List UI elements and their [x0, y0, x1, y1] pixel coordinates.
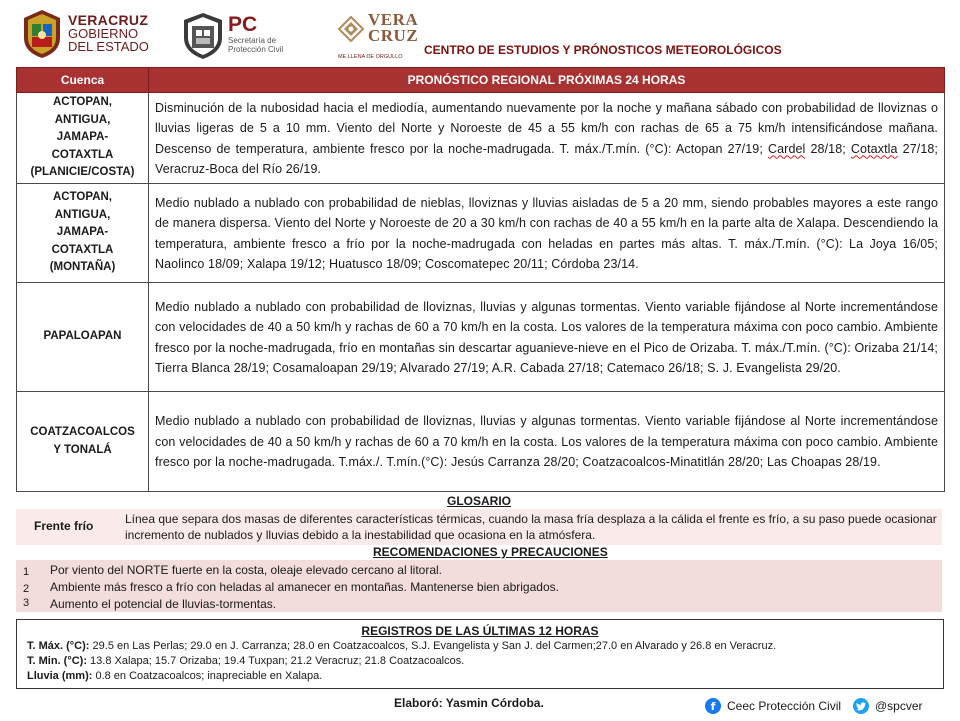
records-rain	[27, 669, 933, 684]
basin-cell	[17, 93, 149, 184]
secretaria-label: Secretaría de	[228, 36, 277, 45]
facebook-label: Ceec Protección Civil	[727, 699, 842, 713]
tmax-label: T. Máx. (°C):	[27, 640, 90, 652]
basin-cell	[17, 283, 149, 392]
del-estado-label: DEL ESTADO	[68, 39, 149, 54]
page-title: CENTRO DE ESTUDIOS Y PRÓNOSTICOS METEOROLÓGICOS	[424, 43, 782, 57]
list-item	[16, 562, 942, 578]
pc-shield-icon	[182, 12, 224, 60]
proteccion-civil-logo	[182, 12, 322, 62]
header	[0, 0, 960, 66]
brand-tagline: ME LLENA DE ORGULLO	[338, 54, 403, 60]
twitter-label: @spcver	[875, 699, 923, 713]
forecast-cell: Medio nublado a nublado con probabilidad de lloviznas, lluvias y algunas tormentas. Viento variable fijándose al Norte incrementándose con velocidades de 40 a 50 km/h y rachas de 60 a 70 km/h en la costa. Los valores de la temperatura máxima con poco cambio. Ambiente fresco por la noche-madrugada. T.máx./. T.mín.(°C): Jesús Carranza 28/20; Coatzacoalcos-Minatitlán 28/20; Las Choapas 28/19.	[149, 392, 945, 492]
state-seal-icon	[20, 8, 64, 60]
records-tmax	[27, 639, 933, 654]
vera-label: VERA	[368, 10, 419, 29]
table-header-row	[17, 68, 945, 93]
twitter-link[interactable]	[853, 698, 923, 714]
pc-label: PC	[228, 13, 258, 36]
basin-line: JAMAPA-	[56, 226, 109, 239]
list-item	[16, 596, 942, 612]
tmin-label: T. Min. (°C):	[27, 655, 87, 667]
forecast-cell: Medio nublado a nublado con probabilidad de lloviznas, lluvias y algunas tormentas. Viento variable fijándose al Norte incrementándose con velocidades de 40 a 50 km/h y rachas de 60 a 70 km/h en la costa. Los valores de la temperatura máxima con poco cambio. Ambiente fresco por la noche-madrugada, frío en montañas sin descartar aguanieve-nieve en el Pico de Orizaba. T. máx./T.mín. (°C): Orizaba 21/14; Tierra Blanca 28/19; Cosamaloapan 29/19; Alvarado 27/19; A.R. Cabada 27/18; Catemaco 26/18; S. J. Evangelista 29/20.	[149, 283, 945, 392]
pattern-mark-icon	[338, 16, 364, 42]
forecast-text: Disminución de la nubosidad hacia el mediodía, aumentando nuevamente por la noche y mañana sábado con probabilidad de lloviznas o lluvias ligeras de 5 a 10 mm. Viento del Norte y Noroeste de 45 a 55 km/h con rachas de 65 a 75 km/h intensificándose mañana. Descenso de temperatura, ambiente fresco por la noche-madrugada. T. máx./T.mín. (°C): Actopan 27/19;	[155, 100, 938, 156]
forecast-text: 27/18; Veracruz-Boca del Río 26/19.	[155, 141, 938, 176]
veracruz-brand-logo	[338, 12, 418, 64]
rain-value: 0.8 en Coatzacoalcos; inapreciable en Xalapa.	[92, 670, 323, 682]
glossary-term: Frente frío	[34, 519, 94, 533]
item-number: 1	[23, 566, 30, 578]
glossary-row	[16, 509, 942, 545]
basin-line: ANTIGUA,	[54, 113, 111, 126]
basin-line: JAMAPA-	[56, 131, 109, 144]
recommendations-list	[16, 560, 942, 612]
recommendations-title: RECOMENDACIONES y PRECAUCIONES	[373, 545, 608, 559]
proteccion-civil-label: Protección Civil	[228, 45, 284, 54]
records-box	[16, 619, 944, 689]
forecast-text: 28/18;	[805, 141, 851, 156]
veracruz-government-logo	[20, 8, 170, 62]
basin-line: ACTOPAN,	[53, 191, 112, 204]
item-number: 3	[23, 597, 30, 609]
cruz-label: CRUZ	[368, 26, 419, 45]
rain-label: Lluvia (mm):	[27, 670, 93, 682]
column-header-forecast: PRONÓSTICO REGIONAL PRÓXIMAS 24 HORAS	[149, 68, 945, 93]
basin-line: ACTOPAN,	[53, 96, 112, 109]
forecast-cell: Medio nublado a nublado con probabilidad de nieblas, lloviznas y lluvias aisladas de 5 a 20 mm, siendo probables mayores a este rango de manera dispersa. Viento del Norte y Noroeste de 20 a 30 km/h con rachas de 40 a 55 km/h en la parte alta de Xalapa. Descendiendo la temperatura, ambiente fresco a frío por la noche-madrugada con heladas en partes más altas. T. máx./T.mín. (°C): La Joya 16/05; Naolinco 18/09; Xalapa 19/12; Huatusco 18/09; Coscomatepec 20/11; Córdoba 23/14.	[149, 184, 945, 283]
table-row	[17, 184, 945, 283]
glossary-title: GLOSARIO	[447, 494, 512, 508]
basin-line: COTAXTLA	[51, 243, 114, 256]
table-row	[17, 283, 945, 392]
spellcheck-word: Cotaxtla	[850, 141, 898, 156]
facebook-link[interactable]	[705, 698, 841, 714]
basin-line: (PLANICIE/COSTA)	[30, 166, 135, 179]
column-header-basin: Cuenca	[17, 68, 149, 93]
facebook-icon: f	[705, 698, 721, 714]
twitter-icon	[853, 698, 869, 714]
gobierno-label: GOBIERNO	[68, 26, 139, 41]
records-tmin	[27, 654, 933, 669]
item-text: Aumento el potencial de lluvias-tormentas.	[50, 597, 277, 611]
list-item	[16, 579, 942, 595]
basin-cell	[17, 184, 149, 283]
basin-cell	[17, 392, 149, 492]
item-number: 2	[23, 583, 30, 595]
records-title: REGISTROS DE LAS ÚLTIMAS 12 HORAS	[361, 624, 599, 638]
basin-line: (MONTAÑA)	[49, 261, 116, 274]
basin-line: Y TONALÁ	[53, 443, 112, 456]
table-row	[17, 392, 945, 492]
tmin-value: 13.8 Xalapa; 15.7 Orizaba; 19.4 Tuxpan; 21.2 Veracruz; 21.8 Coatzacoalcos.	[87, 655, 465, 667]
basin-line: ANTIGUA,	[54, 208, 111, 221]
veracruz-label: VERACRUZ	[68, 12, 149, 28]
forecast-cell	[149, 93, 945, 184]
spellcheck-word: Cardel	[768, 141, 806, 156]
author-credit: Elaboró: Yasmin Córdoba.	[394, 696, 544, 710]
tmax-value: 29.5 en Las Perlas; 29.0 en J. Carranza; 28.0 en Coatzacoalcos, S.J. Evangelista y San J. del Carmen;27.0 en Alvarado y 26.8 en Veracruz.	[89, 640, 777, 652]
forecast-table	[16, 67, 945, 492]
item-text: Ambiente más fresco a frío con heladas al amanecer en montañas. Mantenerse bien abrigados.	[50, 580, 559, 594]
basin-line: COTAXTLA	[51, 148, 114, 161]
basin-line: COATZACOALCOS	[30, 426, 135, 438]
basin-line: PAPALOAPAN	[43, 330, 122, 343]
table-row	[17, 93, 945, 184]
glossary-definition: Línea que separa dos masas de diferentes características térmicas, cuando la masa fría desplaza a la cálida el frente es frío, a su paso puede ocasionar incremento de nublados y lluvias debido a la inestabilidad que ocasiona en la atmósfera.	[125, 512, 937, 542]
item-text: Por viento del NORTE fuerte en la costa, oleaje elevado cercano al litoral.	[50, 563, 442, 577]
